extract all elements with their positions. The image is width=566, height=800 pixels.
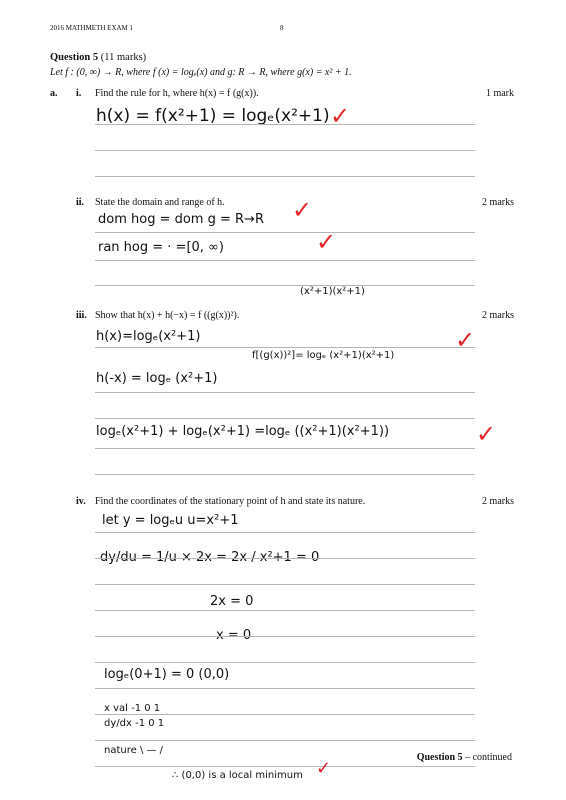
handwritten-conclusion: ∴ (0,0) is a local minimum <box>172 770 303 781</box>
tick-mark-icon: ✓ <box>316 758 332 779</box>
tick-mark-icon: ✓ <box>476 420 497 448</box>
answer-line <box>95 662 475 663</box>
handwritten-answer: h(x) = f(x²+1) = logₑ(x²+1) <box>96 106 330 126</box>
part-label: a. <box>50 88 58 99</box>
answer-line <box>95 474 475 475</box>
handwritten-answer: ran hog = · =[0, ∞) <box>98 240 224 255</box>
answer-line <box>95 558 475 559</box>
continued-text: – continued <box>462 752 512 763</box>
question-title <box>50 52 146 63</box>
subpart-marks: 2 marks <box>482 496 514 507</box>
answer-line <box>95 610 475 611</box>
subpart-prompt: Find the rule for h, where h(x) = f (g(x)). <box>95 88 259 99</box>
answer-line <box>95 714 475 715</box>
handwritten-working: x = 0 <box>216 628 252 643</box>
answer-line <box>95 584 475 585</box>
exam-header: 2016 MATHMETH EXAM 1 <box>50 24 134 32</box>
sign-table-row: dy/dx -1 0 1 <box>104 718 165 729</box>
subpart-marks: 2 marks <box>482 197 514 208</box>
handwritten-answer: dom hog = dom g = R→R <box>98 212 264 227</box>
sign-table-row: x val -1 0 1 <box>104 703 161 714</box>
question-number: Question 5 <box>50 52 99 63</box>
sign-table-row: nature \ — / <box>104 745 164 756</box>
tick-mark-icon: ✓ <box>292 196 313 224</box>
answer-line <box>95 392 475 393</box>
handwritten-working: logₑ(0+1) = 0 (0,0) <box>104 667 230 682</box>
tick-mark-icon: ✓ <box>316 228 337 256</box>
answer-line <box>95 766 475 767</box>
question-marks: (11 marks) <box>100 52 147 63</box>
subpart-prompt: Show that h(x) + h(−x) = f ((g(x))²). <box>95 310 240 321</box>
answer-line <box>95 418 475 419</box>
handwritten-answer: h(x)=logₑ(x²+1) <box>96 329 201 344</box>
tick-mark-icon: ✓ <box>455 326 476 354</box>
subpart-marks: 2 marks <box>482 310 514 321</box>
answer-line <box>95 688 475 689</box>
answer-line <box>95 740 475 741</box>
handwritten-answer: h(-x) = logₑ (x²+1) <box>96 371 218 386</box>
handwritten-working: dy/du = 1/u × 2x = 2x / x²+1 = 0 <box>100 550 320 565</box>
answer-line <box>95 636 475 637</box>
page-number: 8 <box>280 24 284 32</box>
answer-line <box>95 150 475 151</box>
handwritten-answer: f[(g(x))²]= logₑ (x²+1)(x²+1) <box>252 350 395 361</box>
handwritten-working: let y = logₑu u=x²+1 <box>102 513 239 528</box>
subpart-label: iii. <box>76 310 87 321</box>
answer-line <box>95 532 475 533</box>
answer-line <box>95 448 475 449</box>
continued-question: Question 5 <box>416 752 463 763</box>
answer-line <box>95 285 475 286</box>
question-intro: Let f : (0, ∞) → R, where f (x) = logₑ(x) and g: R → R, where g(x) = x² + 1. <box>50 67 352 78</box>
answer-line <box>95 124 475 125</box>
answer-line <box>95 260 475 261</box>
subpart-label: ii. <box>76 197 85 208</box>
answer-line <box>95 176 475 177</box>
continued-note <box>417 752 512 763</box>
answer-line <box>95 232 475 233</box>
subpart-label: iv. <box>76 496 86 507</box>
handwritten-note: (x²+1)(x²+1) <box>300 286 365 297</box>
subpart-prompt: Find the coordinates of the stationary point of h and state its nature. <box>95 496 366 507</box>
handwritten-working: 2x = 0 <box>210 594 254 609</box>
answer-line <box>95 347 475 348</box>
handwritten-answer: logₑ(x²+1) + logₑ(x²+1) =logₑ ((x²+1)(x²+1)) <box>96 424 390 439</box>
subpart-marks: 1 mark <box>485 88 514 99</box>
tick-mark-icon: ✓ <box>330 102 351 130</box>
subpart-prompt: State the domain and range of h. <box>95 197 225 208</box>
subpart-label: i. <box>76 88 82 99</box>
